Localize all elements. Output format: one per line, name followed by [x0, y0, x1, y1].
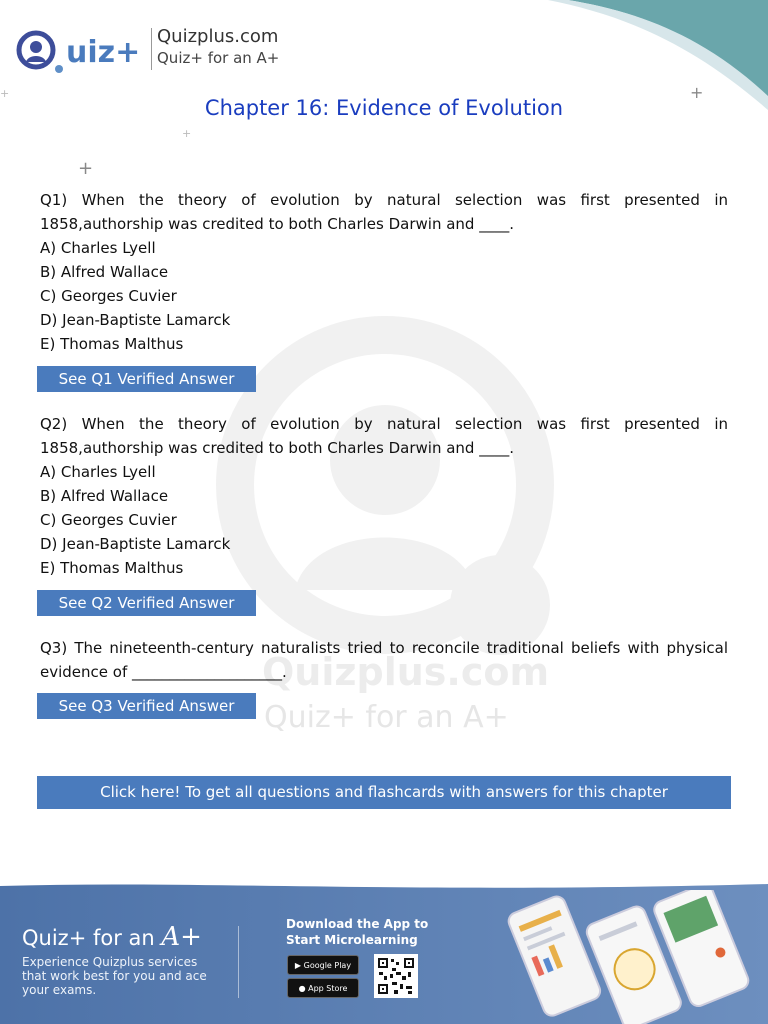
- logo-text: uiz+: [66, 35, 141, 70]
- q1-verified-answer-button[interactable]: See Q1 Verified Answer: [37, 366, 256, 392]
- footer-brand: [22, 922, 202, 952]
- question-1-option-d: D) Jean-Baptiste Lamarck: [40, 311, 231, 329]
- question-1-option-c: C) Georges Cuvier: [40, 287, 177, 305]
- page-title: Chapter 16: Evidence of Evolution: [204, 96, 564, 120]
- footer-brand-prefix: Quiz+ for an: [22, 926, 162, 950]
- footer-divider: [238, 926, 239, 998]
- question-1-option-e: E) Thomas Malthus: [40, 335, 184, 353]
- footer-banner: [0, 880, 768, 1024]
- question-2-option-d: D) Jean-Baptiste Lamarck: [40, 535, 231, 553]
- plus-decoration-icon: +: [0, 87, 10, 100]
- q3-verified-answer-button[interactable]: See Q3 Verified Answer: [37, 693, 256, 719]
- quizplus-logo-icon: [14, 24, 154, 74]
- q2-verified-answer-button[interactable]: See Q2 Verified Answer: [37, 590, 256, 616]
- qr-code-icon[interactable]: [374, 954, 418, 998]
- watermark-tagline: Quiz+ for an A+: [264, 700, 509, 735]
- corner-swoosh-decoration: [508, 0, 768, 110]
- play-store-icon: ▶: [294, 961, 304, 970]
- watermark-site-name: Quizplus.com: [262, 650, 550, 694]
- apple-icon: ●: [298, 984, 309, 993]
- question-2-text: Q2) When the theory of evolution by natural selection was first presented in 1858,authorship was credited to both Charles Darwin and ____.: [40, 415, 728, 457]
- site-tagline: Quiz+ for an A+: [157, 49, 280, 67]
- question-2: [40, 412, 728, 580]
- phone-mockups-image: [500, 890, 768, 1024]
- footer-description: Experience Quizplus services that work best for you and ace your exams.: [22, 955, 207, 997]
- plus-decoration-icon: +: [182, 127, 192, 140]
- footer-brand-aplus: A+: [161, 922, 202, 952]
- google-play-badge[interactable]: [287, 955, 359, 975]
- question-1-text: Q1) When the theory of evolution by natural selection was first presented in 1858,authorship was credited to both Charles Darwin and ____.: [40, 191, 728, 233]
- footer-download-text: Download the App to Start Microlearning: [286, 917, 429, 947]
- question-3: [40, 636, 728, 684]
- question-3-text: Q3) The nineteenth-century naturalists tried to reconcile traditional beliefs with physical evidence of ____________________.: [40, 639, 728, 681]
- question-1-option-a: A) Charles Lyell: [40, 239, 156, 257]
- question-2-option-a: A) Charles Lyell: [40, 463, 156, 481]
- question-2-option-c: C) Georges Cuvier: [40, 511, 177, 529]
- plus-decoration-icon: +: [78, 158, 94, 179]
- app-store-label: App Store: [308, 984, 348, 993]
- question-1-option-b: B) Alfred Wallace: [40, 263, 169, 281]
- header-divider: [151, 28, 152, 70]
- question-2-option-e: E) Thomas Malthus: [40, 559, 184, 577]
- all-questions-cta-button[interactable]: Click here! To get all questions and flashcards with answers for this chapter: [37, 776, 731, 809]
- question-2-option-b: B) Alfred Wallace: [40, 487, 169, 505]
- site-name: Quizplus.com: [157, 26, 279, 47]
- google-play-label: Google Play: [303, 961, 352, 970]
- question-1: [40, 188, 728, 356]
- app-store-badge[interactable]: [287, 978, 359, 998]
- plus-decoration-icon: +: [690, 83, 704, 102]
